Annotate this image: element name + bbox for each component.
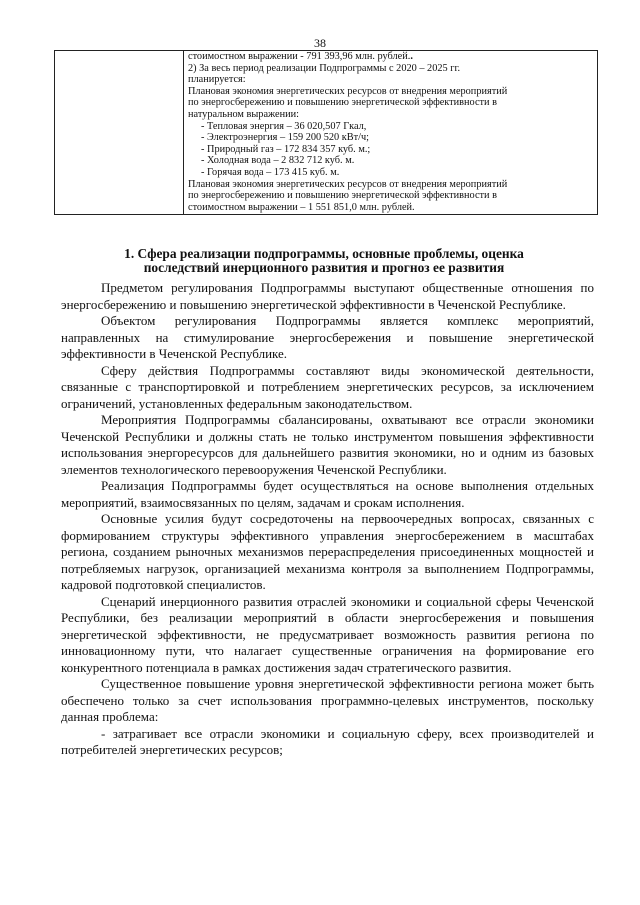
page-number: 38 xyxy=(314,36,326,50)
table-line: 2) За весь период реализации Подпрограммы с 2020 – 2025 гг. xyxy=(188,62,461,74)
table-line: Плановая экономия энергетических ресурсов от внедрения мероприятий xyxy=(188,85,508,97)
table-line: стоимостном выражении - 791 393,96 млн. рублей.. xyxy=(188,51,413,62)
paragraph-list-item: - затрагивает все отрасли экономики и социальную сферу, всех производителей и потребителей энергетических ресурсов; xyxy=(61,725,594,757)
table-line-item: - Электроэнергия – 159 200 520 кВт/ч; xyxy=(201,132,370,144)
paragraph: Основные усилия будут сосредоточены на первоочередных вопросах, связанных с формированием структуры эффективного управления энергосбережением в масштабах региона, созданием рыночных механизмов перераспределения присоединенных мощностей и потребляемых нагрузок, организацией механизма контроля за выполнением Подпрограммы, кадровой подготовкой специалистов. xyxy=(61,511,594,592)
table-line: натуральном выражении: xyxy=(188,108,299,120)
summary-table xyxy=(54,50,598,215)
section-title-line: 1. Сфера реализации подпрограммы, основные проблемы, оценка xyxy=(124,246,524,261)
paragraph: Сферу действия Подпрограммы составляют виды экономической деятельности, связанные с транспортировкой и потреблением энергетических ресурсов, за исключением ограничений, установленных федеральным законодательством. xyxy=(61,362,594,411)
section-title-line: последствий инерционного развития и прогноз ее развития xyxy=(143,260,505,275)
table-line: планируется: xyxy=(188,74,246,86)
table-line: стоимостном выражении – 1 551 851,0 млн. рублей. xyxy=(188,201,415,213)
paragraph: Существенное повышение уровня энергетической эффективности региона может быть обеспечено только за счет использования программно-целевых инструментов, поскольку данная проблема: xyxy=(61,676,594,724)
table-line: по энергосбережению и повышению энергетической эффективности в xyxy=(188,190,497,202)
table-row xyxy=(55,51,598,215)
table-left-cell xyxy=(55,51,184,215)
table-line-item: - Тепловая энергия – 36 020,507 Гкал, xyxy=(201,120,367,132)
section-title xyxy=(60,247,588,275)
table-line-item: - Холодная вода – 2 832 712 куб. м. xyxy=(201,155,355,167)
paragraph: Предметом регулирования Подпрограммы выступают общественные отношения по энергосбережению и повышению энергетической эффективности в Чеченской Республике. xyxy=(61,280,594,312)
paragraph: Мероприятия Подпрограммы сбалансированы, охватывают все отрасли экономики Чеченской Республики и должны стать не только инструментом повышения эффективности использования энергоресурсов для дальнейшего развития экономики, но и одним из базовых элементов технологического перевооружения Чеченской Республики. xyxy=(61,412,594,477)
table-right-cell xyxy=(184,51,598,215)
table-line-item: - Горячая вода – 173 415 куб. м. xyxy=(201,166,340,178)
table-line: Плановая экономия энергетических ресурсов от внедрения мероприятий xyxy=(188,178,508,190)
body-text xyxy=(61,280,594,759)
table-line: по энергосбережению и повышению энергетической эффективности в xyxy=(188,97,497,109)
paragraph: Сценарий инерционного развития отраслей экономики и социальной сферы Чеченской Республики, без реализации мероприятий в области энергосбережения и повышения энергетической эффективности, не предусматривает возможность развития региона по инновационному пути, что налагает существенные ограничения на формирование его конкурентного потенциала в рамках достижения задач стратегического развития. xyxy=(61,593,594,675)
paragraph: Объектом регулирования Подпрограммы является комплекс мероприятий, направленных на стимулирование энергосбережения и повышение энергетической эффективности в Чеченской Республике. xyxy=(61,313,594,361)
paragraph: Реализация Подпрограммы будет осуществляться на основе выполнения отдельных мероприятий, взаимосвязанных по целям, задачам и срокам исполнения. xyxy=(61,478,594,510)
table-line-item: - Природный газ – 172 834 357 куб. м.; xyxy=(201,143,371,155)
